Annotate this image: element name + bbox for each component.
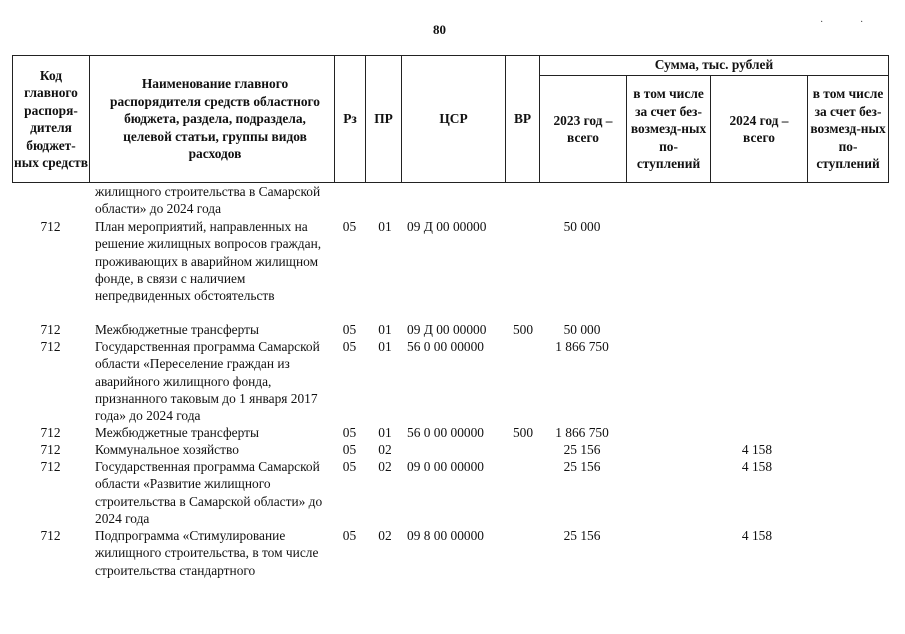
header-2023-total: 2023 год – всего: [553, 112, 613, 145]
table-header: [12, 55, 889, 183]
header-vr: ВР: [513, 111, 532, 127]
cell-2023-total: 50 000: [563, 219, 601, 234]
cell-name: Государственная программа Самарской области «Развитие жилищного строительства в Самарской области» до 2024 года: [95, 459, 323, 526]
cell-pr: 01: [378, 322, 392, 337]
scan-speck: ·: [860, 17, 864, 28]
cell-2023-total: 1 866 750: [555, 339, 609, 354]
cell-csr: 56 0 00 00000: [407, 425, 484, 440]
cell-vr: 500: [512, 425, 534, 440]
header-rz: Рз: [343, 111, 357, 127]
cell-rz: 05: [342, 442, 357, 457]
cell-code: 712: [40, 322, 61, 337]
header-2023-free: в том числе за счет без-возмезд-ных по-ступлений: [630, 86, 707, 172]
header-name: Наименование главного распорядителя средств областного бюджета, раздела, подраздела, целевой статьи, группы видов расходов: [110, 76, 320, 162]
cell-rz: 05: [342, 322, 357, 337]
header-csr: ЦСР: [439, 111, 468, 127]
cell-rz: 05: [342, 459, 357, 474]
scan-speck: ·: [820, 17, 824, 28]
cell-code: 712: [40, 425, 61, 440]
cell-rz: 05: [342, 219, 357, 234]
cell-2024-total: 4 158: [741, 528, 773, 543]
header-vline: [626, 75, 627, 183]
cell-2023-total: 1 866 750: [555, 425, 609, 440]
header-vline: [807, 75, 808, 183]
cell-rz: 05: [342, 528, 357, 543]
cell-rz: 05: [342, 339, 357, 354]
cell-pr: 01: [378, 339, 392, 354]
header-vline: [888, 55, 889, 183]
cell-2023-total: 50 000: [563, 322, 601, 337]
cell-2024-total: 4 158: [741, 459, 773, 474]
header-sum: Сумма, тыс. рублей: [654, 57, 774, 73]
header-vline: [89, 55, 90, 183]
cell-pr: 02: [378, 528, 392, 543]
cell-csr: 09 8 00 00000: [407, 528, 484, 543]
cell-code: 712: [40, 219, 61, 234]
cell-pr: 01: [378, 425, 392, 440]
cell-name: План мероприятий, направленных на решение жилищных вопросов граждан, проживающих в аварийном жилищном фонде, в связи с наличием непредвиденных обстоятельств: [95, 219, 322, 304]
cell-csr: 09 0 00 00000: [407, 459, 484, 474]
cell-name: жилищного строительства в Самарской области» до 2024 года: [95, 184, 321, 217]
cell-name: Государственная программа Самарской области «Переселение граждан из аварийного жилищного фонда, признанного таковым до 1 января 2017 года» до 2024 года: [95, 339, 320, 424]
cell-name: Межбюджетные трансферты: [95, 425, 259, 440]
cell-pr: 01: [378, 219, 392, 234]
cell-name: Межбюджетные трансферты: [95, 322, 259, 337]
cell-code: 712: [40, 528, 61, 543]
header-pr: ПР: [374, 111, 393, 127]
cell-name: Коммунальное хозяйство: [95, 442, 239, 457]
cell-csr: 09 Д 00 00000: [407, 219, 487, 234]
header-2024-free: в том числе за счет без-возмезд-ных по-ступлений: [810, 86, 886, 172]
cell-rz: 05: [342, 425, 357, 440]
cell-pr: 02: [378, 442, 392, 457]
cell-code: 712: [40, 442, 61, 457]
page-number: 80: [433, 22, 446, 37]
header-vline: [710, 75, 711, 183]
cell-name: Подпрограмма «Стимулирование жилищного строительства, в том числе строительства стандартного: [95, 528, 319, 578]
header-vline: [12, 55, 13, 183]
cell-csr: 56 0 00 00000: [407, 339, 484, 354]
header-code: Код главного распоря-дителя бюджет-ных средств: [14, 67, 88, 170]
header-2024-total: 2024 год – всего: [729, 112, 789, 145]
cell-2023-total: 25 156: [563, 459, 601, 474]
cell-vr: 500: [512, 322, 534, 337]
cell-2023-total: 25 156: [563, 442, 601, 457]
cell-code: 712: [40, 459, 61, 474]
cell-pr: 02: [378, 459, 392, 474]
cell-2024-total: 4 158: [741, 442, 773, 457]
cell-code: 712: [40, 339, 61, 354]
cell-csr: 09 Д 00 00000: [407, 322, 487, 337]
cell-2023-total: 25 156: [563, 528, 601, 543]
